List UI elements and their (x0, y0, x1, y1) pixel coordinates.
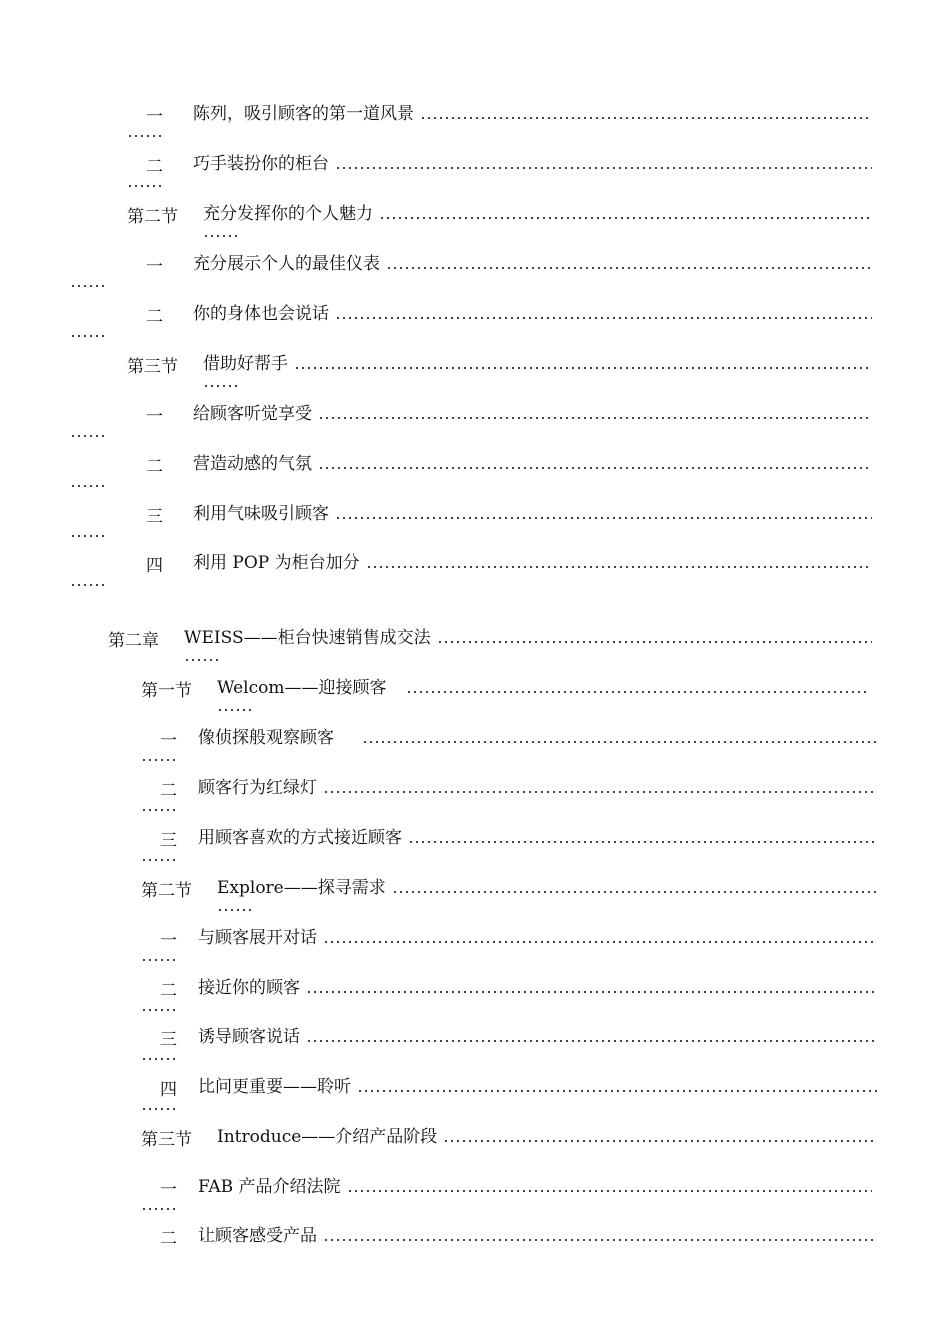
toc-entry[interactable] (198, 1075, 877, 1097)
leader-dots (306, 991, 877, 993)
toc-section-number: 第一节 (141, 681, 192, 701)
toc-entry-number: 一 (160, 931, 177, 951)
leader-dots (347, 1190, 873, 1192)
toc-entry-title: 像侦探般观察顾客 (198, 728, 334, 748)
leader-dots-continued (217, 909, 251, 911)
toc-entry[interactable] (193, 502, 872, 524)
leader-dots (357, 1090, 877, 1092)
toc-entry[interactable] (193, 452, 872, 474)
toc-entry-title: Welcom——迎接顾客 (217, 678, 387, 698)
toc-entry[interactable] (198, 1025, 877, 1047)
toc-entry[interactable] (217, 676, 867, 698)
toc-entry-title: 营造动感的气氛 (193, 454, 312, 474)
leader-dots-continued (184, 659, 218, 661)
toc-chapter-number: 第二章 (108, 631, 159, 651)
leader-dots (443, 1140, 877, 1142)
toc-entry-number: 三 (160, 831, 177, 851)
toc-entry-title: 利用 POP 为柜台加分 (193, 553, 360, 573)
toc-entry-title: 与顾客展开对话 (198, 928, 317, 948)
leader-dots-continued (141, 809, 175, 811)
toc-entry-number: 二 (146, 457, 163, 477)
leader-dots-continued (70, 485, 104, 487)
toc-entry-number: 一 (146, 257, 163, 277)
toc-entry-number: 一 (160, 731, 177, 751)
toc-entry[interactable] (198, 976, 877, 998)
toc-entry-number: 三 (146, 507, 163, 527)
toc-entry-title: Explore——探寻需求 (217, 878, 386, 898)
toc-entry[interactable] (198, 1224, 877, 1246)
leader-dots (294, 367, 872, 369)
leader-dots-continued (127, 185, 161, 187)
toc-entry[interactable] (198, 926, 877, 948)
leader-dots-continued (141, 1208, 175, 1210)
toc-entry-title: 用顾客喜欢的方式接近顾客 (198, 828, 402, 848)
leader-dots (437, 641, 872, 643)
toc-entry[interactable] (217, 876, 877, 898)
toc-entry-title: 诱导顾客说话 (198, 1027, 300, 1047)
toc-entry-title: 给顾客听觉享受 (193, 404, 312, 424)
leader-dots-continued (203, 235, 237, 237)
toc-entry-number: 二 (160, 781, 177, 801)
toc-entry-title: 充分发挥你的个人魅力 (203, 204, 373, 224)
leader-dots-continued (70, 535, 104, 537)
toc-entry-title: 你的身体也会说话 (193, 304, 329, 324)
toc-section-number: 第三节 (127, 357, 178, 377)
leader-dots (335, 167, 872, 169)
toc-entry-number: 四 (146, 556, 163, 576)
toc-entry[interactable] (203, 202, 872, 224)
leader-dots-continued (141, 1058, 175, 1060)
toc-entry[interactable] (193, 102, 872, 124)
toc-entry-title: 借助好帮手 (203, 354, 288, 374)
toc-entry-number: 四 (160, 1080, 177, 1100)
leader-dots-continued (203, 385, 237, 387)
leader-dots-continued (217, 709, 251, 711)
toc-entry-number: 二 (146, 157, 163, 177)
leader-dots-continued (141, 859, 175, 861)
leader-dots (323, 941, 877, 943)
toc-entry-title: WEISS——柜台快速销售成交法 (184, 628, 431, 648)
leader-dots-continued (127, 135, 161, 137)
toc-entry[interactable] (217, 1125, 877, 1147)
leader-dots-continued (70, 335, 104, 337)
toc-entry-title: 顾客行为红绿灯 (198, 778, 317, 798)
toc-chapter-entry[interactable] (184, 626, 872, 648)
leader-dots (406, 691, 867, 693)
leader-dots (323, 791, 877, 793)
toc-entry-title: 利用气味吸引顾客 (193, 504, 329, 524)
leader-dots (335, 317, 872, 319)
toc-entry[interactable] (193, 551, 872, 573)
toc-section-number: 第三节 (141, 1130, 192, 1150)
leader-dots-continued (141, 1108, 175, 1110)
toc-entry-title: 接近你的顾客 (198, 978, 300, 998)
leader-dots-continued (141, 759, 175, 761)
leader-dots-continued (70, 435, 104, 437)
toc-entry[interactable] (193, 152, 872, 174)
leader-dots (420, 117, 872, 119)
toc-entry-number: 一 (146, 407, 163, 427)
toc-entry-number: 二 (160, 1229, 177, 1249)
toc-entry-number: 三 (160, 1030, 177, 1050)
leader-dots (379, 217, 872, 219)
toc-entry[interactable] (193, 252, 872, 274)
toc-entry[interactable] (193, 302, 872, 324)
toc-entry-number: 一 (146, 107, 163, 127)
toc-section-number: 第二节 (141, 881, 192, 901)
leader-dots (318, 467, 872, 469)
leader-dots-continued (70, 285, 104, 287)
toc-entry-title: 比问更重要——聆听 (198, 1077, 351, 1097)
toc-entry[interactable] (203, 352, 872, 374)
toc-entry[interactable] (198, 726, 877, 748)
leader-dots (306, 1040, 877, 1042)
toc-entry[interactable] (198, 826, 877, 848)
toc-entry-title: 陈列，吸引顾客的第一道风景 (193, 104, 414, 124)
toc-entry-number: 二 (160, 981, 177, 1001)
leader-dots (386, 267, 872, 269)
leader-dots-continued (141, 959, 175, 961)
leader-dots-continued (70, 584, 104, 586)
toc-section-number: 第二节 (127, 207, 178, 227)
toc-entry-title: FAB 产品介绍法院 (198, 1177, 341, 1197)
leader-dots (392, 891, 877, 893)
toc-entry[interactable] (193, 402, 872, 424)
toc-entry-title: Introduce——介绍产品阶段 (217, 1127, 438, 1147)
leader-dots (318, 417, 872, 419)
leader-dots-continued (141, 1009, 175, 1011)
leader-dots (323, 1239, 877, 1241)
leader-dots (335, 517, 872, 519)
toc-entry[interactable] (198, 1175, 872, 1197)
toc-entry[interactable] (198, 776, 877, 798)
toc-entry-number: 一 (160, 1180, 177, 1200)
toc-entry-title: 让顾客感受产品 (198, 1226, 317, 1246)
toc-entry-title: 充分展示个人的最佳仪表 (193, 254, 380, 274)
toc-entry-number: 二 (146, 307, 163, 327)
leader-dots (408, 841, 877, 843)
leader-dots (362, 741, 877, 743)
toc-entry-title: 巧手装扮你的柜台 (193, 154, 329, 174)
leader-dots (366, 566, 872, 568)
